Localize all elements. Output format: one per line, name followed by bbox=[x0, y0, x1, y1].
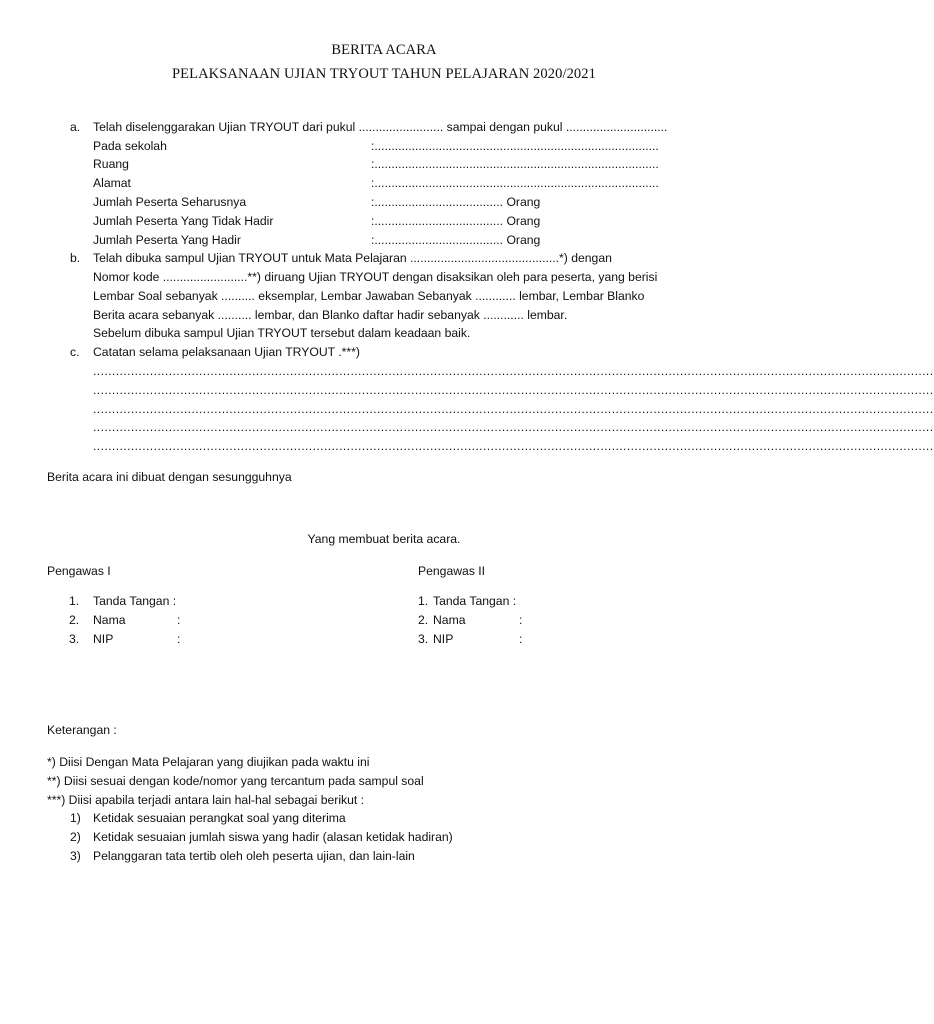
notes-line: **) Diisi sesuai dengan kode/nomor yang tercantum pada sampul soal bbox=[47, 774, 424, 788]
supervisor-2-item-number: 1. bbox=[418, 594, 429, 608]
supervisor-1-title: Pengawas I bbox=[47, 564, 111, 578]
supervisor-1-nip-colon: : bbox=[177, 632, 181, 646]
notes-dotted-line: .............................................................................................................................................................................................................................. bbox=[93, 420, 934, 434]
notes-dotted-line: .............................................................................................................................................................................................................................. bbox=[93, 439, 934, 453]
supervisor-2-nip-colon: : bbox=[519, 632, 523, 646]
field-label-expected-participants: Jumlah Peserta Seharusnya bbox=[93, 195, 247, 209]
field-value-present-participants: :...................................... Orang bbox=[371, 233, 541, 247]
section-c-intro: Catatan selama pelaksanaan Ujian TRYOUT .***) bbox=[93, 345, 360, 359]
section-b-marker: b. bbox=[70, 251, 81, 265]
field-value-room: :.................................................................................... bbox=[371, 157, 659, 171]
notes-line: ***) Diisi apabila terjadi antara lain hal-hal sebagai berikut : bbox=[47, 793, 365, 807]
supervisor-2-signature-label: Tanda Tangan : bbox=[433, 594, 517, 608]
supervisor-2-title: Pengawas II bbox=[418, 564, 486, 578]
notes-list-number: 1) bbox=[70, 811, 81, 825]
field-label-room: Ruang bbox=[93, 157, 129, 171]
notes-list-item: Pelanggaran tata tertib oleh oleh peserta ujian, dan lain-lain bbox=[93, 849, 415, 863]
section-b-line: Nomor kode .........................**) diruang Ujian TRYOUT dengan disaksikan oleh para peserta, yang berisi bbox=[93, 270, 658, 284]
document-title: BERITA ACARA bbox=[331, 42, 437, 58]
section-a-intro: Telah diselenggarakan Ujian TRYOUT dari pukul ......................... sampai dengan pukul .............................. bbox=[93, 120, 668, 134]
supervisor-1-item-number: 1. bbox=[69, 594, 80, 608]
field-value-absent-participants: :...................................... Orang bbox=[371, 214, 541, 228]
notes-list-number: 2) bbox=[70, 830, 81, 844]
signature-heading: Yang membuat berita acara. bbox=[307, 532, 461, 546]
field-value-school: :.................................................................................... bbox=[371, 139, 659, 153]
supervisor-1-nip-label: NIP bbox=[93, 632, 114, 646]
supervisor-2-nip-label: NIP bbox=[433, 632, 454, 646]
supervisor-1-item-number: 3. bbox=[69, 632, 80, 646]
section-b-line: Telah dibuka sampul Ujian TRYOUT untuk Mata Pelajaran ............................................*) dengan bbox=[93, 251, 612, 265]
notes-dotted-line: .............................................................................................................................................................................................................................. bbox=[93, 402, 934, 416]
field-value-expected-participants: :...................................... Orang bbox=[371, 195, 541, 209]
notes-list-number: 3) bbox=[70, 849, 81, 863]
statement-text: Berita acara ini dibuat dengan sesungguhnya bbox=[47, 470, 292, 484]
section-c-marker: c. bbox=[70, 345, 80, 359]
document-subtitle: PELAKSANAAN UJIAN TRYOUT TAHUN PELAJARAN 2020/2021 bbox=[172, 66, 596, 82]
supervisor-2-item-number: 3. bbox=[418, 632, 429, 646]
notes-line: *) Diisi Dengan Mata Pelajaran yang diujikan pada waktu ini bbox=[47, 755, 370, 769]
field-value-address: :.................................................................................... bbox=[371, 176, 659, 190]
supervisor-1-item-number: 2. bbox=[69, 613, 80, 627]
section-a-marker: a. bbox=[70, 120, 81, 134]
supervisor-1-signature-label: Tanda Tangan : bbox=[93, 594, 177, 608]
supervisor-2-name-colon: : bbox=[519, 613, 523, 627]
notes-heading: Keterangan : bbox=[47, 723, 117, 737]
field-label-address: Alamat bbox=[93, 176, 131, 190]
section-b-line: Lembar Soal sebanyak .......... eksemplar, Lembar Jawaban Sebanyak ............ lembar, Lembar Blanko bbox=[93, 289, 645, 303]
supervisor-2-item-number: 2. bbox=[418, 613, 429, 627]
field-label-present-participants: Jumlah Peserta Yang Hadir bbox=[93, 233, 241, 247]
notes-list-item: Ketidak sesuaian jumlah siswa yang hadir (alasan ketidak hadiran) bbox=[93, 830, 453, 844]
field-label-school: Pada sekolah bbox=[93, 139, 167, 153]
section-b-line: Berita acara sebanyak .......... lembar, dan Blanko daftar hadir sebanyak ............ lembar. bbox=[93, 308, 568, 322]
supervisor-1-name-colon: : bbox=[177, 613, 181, 627]
section-b-line: Sebelum dibuka sampul Ujian TRYOUT tersebut dalam keadaan baik. bbox=[93, 326, 471, 340]
supervisor-2-name-label: Nama bbox=[433, 613, 466, 627]
supervisor-1-name-label: Nama bbox=[93, 613, 126, 627]
notes-dotted-line: .............................................................................................................................................................................................................................. bbox=[93, 383, 934, 397]
field-label-absent-participants: Jumlah Peserta Yang Tidak Hadir bbox=[93, 214, 274, 228]
notes-dotted-line: .............................................................................................................................................................................................................................. bbox=[93, 364, 934, 378]
notes-list-item: Ketidak sesuaian perangkat soal yang diterima bbox=[93, 811, 346, 825]
